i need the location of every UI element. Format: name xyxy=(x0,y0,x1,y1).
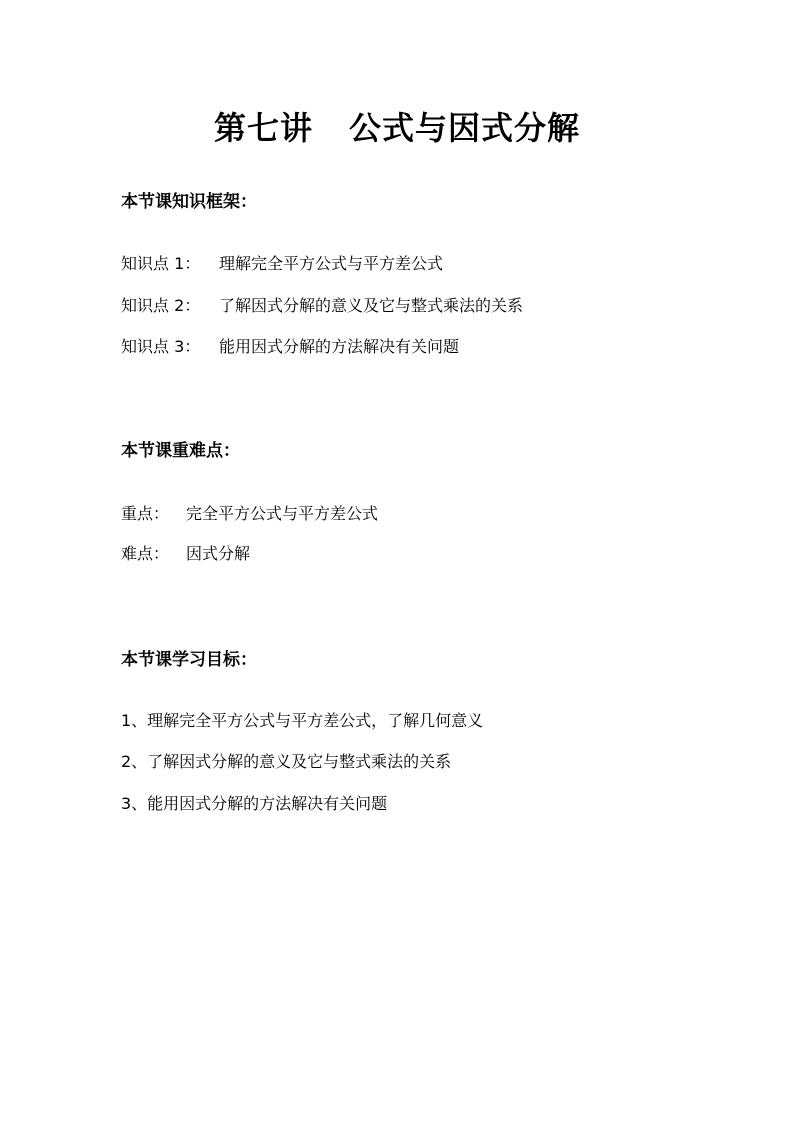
difficult-point-label: 难点： xyxy=(121,544,170,563)
knowledge-point-text: 理解完全平方公式与平方差公式 xyxy=(219,254,444,273)
knowledge-point-2 xyxy=(121,294,523,318)
knowledge-point-1 xyxy=(121,252,443,276)
lecture-topic: 公式与因式分解 xyxy=(349,109,581,147)
knowledge-point-3 xyxy=(121,335,459,359)
knowledge-point-text: 了解因式分解的意义及它与整式乘法的关系 xyxy=(219,296,524,315)
knowledge-point-text: 能用因式分解的方法解决有关问题 xyxy=(219,337,460,356)
goals-heading: 本节课学习目标： xyxy=(121,650,257,670)
key-point-label: 重点： xyxy=(121,504,170,523)
key-point-text: 完全平方公式与平方差公式 xyxy=(186,504,379,523)
keypoints-heading: 本节课重难点： xyxy=(121,441,240,461)
goal-item-1: 1、理解完全平方公式与平方差公式，了解几何意义 xyxy=(121,711,484,730)
difficult-point xyxy=(121,542,250,566)
knowledge-point-label: 知识点 2： xyxy=(121,296,201,315)
key-point xyxy=(121,502,378,526)
lecture-number: 第七讲 xyxy=(213,109,313,147)
goal-item-3: 3、能用因式分解的方法解决有关问题 xyxy=(121,794,388,813)
framework-heading: 本节课知识框架： xyxy=(121,192,257,212)
page-title xyxy=(0,106,794,150)
knowledge-point-label: 知识点 1： xyxy=(121,254,201,273)
goal-item-2: 2、了解因式分解的意义及它与整式乘法的关系 xyxy=(121,752,452,771)
difficult-point-text: 因式分解 xyxy=(186,544,251,563)
knowledge-point-label: 知识点 3： xyxy=(121,337,201,356)
